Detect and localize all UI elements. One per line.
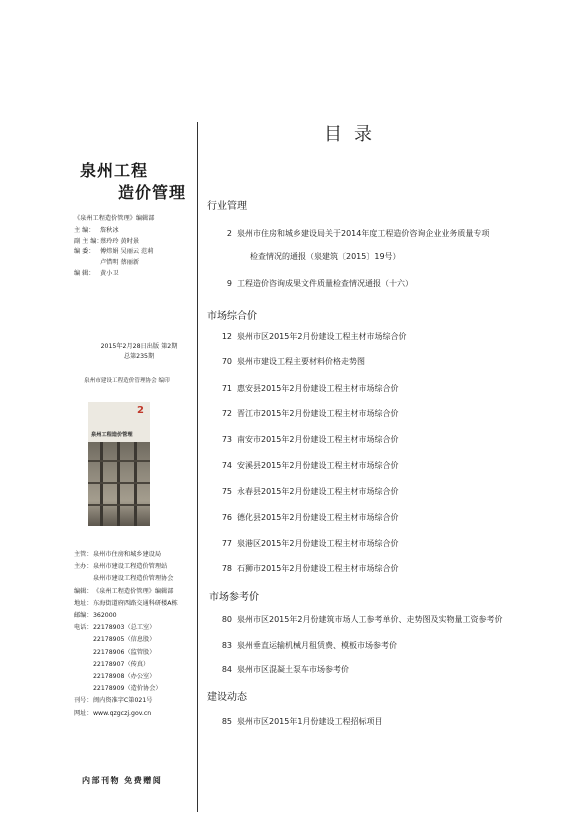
info-label: 主办： [74, 563, 93, 571]
toc-entry-page: 9 [226, 279, 232, 288]
toc-entry [212, 434, 572, 445]
editorial-heading: 《泉州工程造价管理》编辑部 [74, 215, 155, 222]
toc-entry-page: 76 [221, 513, 232, 522]
toc-entry-text: 泉州市区2015年2月份建筑市场人工参考单价、走势图及实物量工资参考价 [237, 615, 503, 624]
toc-entry-page: 80 [221, 615, 232, 624]
toc-title: 目录 [324, 124, 384, 145]
toc-entry [212, 383, 572, 394]
editorial-role: 编 辑： [74, 269, 95, 277]
cover-issue-number: 2 [137, 405, 144, 416]
info-label [74, 671, 93, 683]
toc-entry-page: 83 [221, 641, 232, 650]
info-value: 362000 [93, 612, 117, 620]
editorial-role: 主 编： [74, 226, 95, 234]
toc-entry [212, 331, 572, 342]
toc-entry [212, 640, 572, 651]
toc-entry-text: 泉州市区2015年1月份建设工程招标项目 [237, 717, 383, 726]
info-value: 22178903（总工室） [93, 624, 156, 632]
toc-entry-page: 78 [221, 564, 232, 573]
toc-entry-text: 晋江市2015年2月份建设工程主材市场综合价 [237, 409, 399, 418]
cover-photo-beam [88, 504, 150, 506]
column-divider [197, 122, 198, 812]
issue-date: 2015年2月28日出版 第2期 [100, 343, 178, 350]
issue-info [86, 342, 192, 362]
info-row [74, 708, 178, 720]
info-value: 泉州市建设工程造价管理站 [93, 563, 168, 571]
editorial-row [74, 258, 154, 269]
toc-entry-continuation: 检查情况的通报（泉建筑〔2015〕19号） [250, 252, 401, 261]
cover-photo-column [134, 442, 137, 526]
toc-entry [212, 664, 572, 675]
toc-entry-text: 泉州市建设工程主要材料价格走势图 [237, 357, 365, 366]
info-label [74, 659, 93, 671]
toc-entry-text: 工程造价咨询成果文件质量检查情况通报（十六） [237, 279, 413, 288]
toc-entry [212, 356, 572, 367]
info-row [74, 695, 178, 707]
toc-entry-page: 75 [221, 487, 232, 496]
info-value: 《泉州工程造价管理》编辑部 [93, 587, 174, 595]
info-value: 22178905（信息股） [93, 636, 156, 644]
toc-entry [212, 408, 572, 419]
info-row [74, 659, 178, 671]
editorial-role: 编 委： [74, 248, 95, 256]
editorial-names: 卢惜明 蔡丽新 [100, 259, 140, 267]
publisher-line: 泉州市建设工程造价管理协会 编印 [84, 378, 170, 384]
toc-entry-text: 南安市2015年2月份建设工程主材市场综合价 [237, 435, 399, 444]
info-label: 网址： [74, 709, 93, 717]
info-label: 电话： [74, 624, 93, 632]
toc-entry [212, 614, 572, 625]
journal-logo [80, 158, 190, 202]
info-label: 主管： [74, 551, 93, 558]
info-row [74, 671, 178, 683]
toc-entry-page: 84 [221, 665, 232, 674]
toc-entry [212, 512, 572, 523]
toc-entry-text: 泉州市区2015年2月份建设工程主材市场综合价 [237, 332, 407, 341]
toc-entry [212, 486, 572, 497]
toc-entry-text: 安溪县2015年2月份建设工程主材市场综合价 [237, 461, 399, 470]
info-row [74, 610, 178, 622]
info-value: www.qzgczj.gov.cn [93, 709, 152, 717]
toc-entry-text: 泉州垂直运输机械月租赁费、模板市场参考价 [237, 641, 397, 650]
info-label: 刊号： [74, 697, 93, 705]
toc-section-heading: 市场参考价 [209, 592, 259, 603]
info-row [74, 622, 178, 634]
info-label: 邮编： [74, 612, 93, 620]
info-value: 22178909（造价协会） [93, 685, 162, 693]
editorial-names: 黄小卫 [100, 269, 119, 277]
toc-entry [212, 563, 572, 574]
toc-entry [212, 460, 572, 471]
editorial-row [74, 237, 154, 248]
info-value: 22178907（传真） [93, 660, 150, 668]
logo-line-1: 泉州工程 [80, 161, 149, 180]
info-row [74, 549, 178, 561]
info-label [74, 634, 93, 646]
toc-entry [212, 278, 572, 289]
toc-entry-page: 71 [221, 384, 232, 393]
info-label: 地址： [74, 599, 93, 607]
cover-photo-column [117, 442, 120, 526]
toc-entry-text: 德化县2015年2月份建设工程主材市场综合价 [237, 513, 399, 522]
editorial-board [74, 214, 154, 280]
editorial-row [74, 269, 154, 280]
toc-entry-page: 12 [221, 332, 232, 341]
cover-photo-beam [88, 482, 150, 484]
toc-section-heading: 市场综合价 [207, 311, 257, 322]
toc-entry-page: 85 [221, 717, 232, 726]
toc-entry-text: 泉港区2015年2月份建设工程主材市场综合价 [237, 539, 399, 548]
info-label [74, 647, 93, 659]
editorial-names: 蔡玲玲 黄时景 [100, 237, 140, 245]
editorial-role [74, 258, 100, 269]
editorial-names: 詹秋冰 [100, 226, 119, 234]
publication-info [74, 549, 178, 720]
info-row [74, 573, 178, 585]
logo-line-2: 造价管理 [118, 183, 187, 202]
editorial-row [74, 226, 154, 237]
info-value: 泉州市住房和城乡建设局 [93, 551, 162, 558]
info-label [74, 573, 93, 585]
info-row [74, 647, 178, 659]
toc-entry [212, 716, 572, 727]
toc-section-heading: 行业管理 [207, 201, 247, 212]
cover-photo-beam [88, 460, 150, 462]
toc-entry-page: 73 [221, 435, 232, 444]
issue-total: 总第235期 [123, 353, 155, 360]
info-value: 闽内资准字C第021号 [93, 697, 153, 705]
toc-entry-text: 石狮市2015年2月份建设工程主材市场综合价 [237, 564, 399, 573]
toc-entry-page: 74 [221, 461, 232, 470]
toc-entry-text: 惠安县2015年2月份建设工程主材市场综合价 [237, 384, 399, 393]
cover-title: 泉州工程造价管理 [91, 432, 133, 438]
toc-entry-text: 永春县2015年2月份建设工程主材市场综合价 [237, 487, 399, 496]
toc-entry-text: 泉州市住房和城乡建设局关于2014年度工程造价咨询企业业务质量专项 [237, 229, 490, 238]
toc-entry-text: 泉州市区混凝土泵车市场参考价 [237, 665, 349, 674]
toc-entry-page: 2 [226, 229, 232, 238]
info-value: 东海街道府西路交通科研楼A栋 [93, 599, 178, 607]
info-row [74, 598, 178, 610]
distribution-motto: 内部刊物 免费赠阅 [82, 776, 163, 785]
editorial-row [74, 247, 154, 258]
info-row [74, 683, 178, 695]
info-label [74, 683, 93, 695]
info-row [74, 586, 178, 598]
toc-entry [212, 538, 572, 549]
info-row [74, 634, 178, 646]
info-label: 编辑： [74, 587, 93, 595]
info-value: 泉州市建设工程造价管理协会 [93, 575, 174, 583]
cover-thumbnail [88, 402, 150, 526]
info-value: 22178906（监管股） [93, 648, 156, 656]
info-value: 22178908（办公室） [93, 673, 156, 681]
toc-entry-page: 70 [221, 357, 232, 366]
info-row [74, 561, 178, 573]
toc-section-heading: 建设动态 [207, 692, 247, 703]
editorial-names: 傅炜娟 吴丽云 范莉 [100, 248, 154, 256]
toc-entry [212, 228, 572, 239]
toc-entry-page: 72 [221, 409, 232, 418]
cover-photo-column [100, 442, 103, 526]
toc-entry-page: 77 [221, 539, 232, 548]
editorial-role: 副 主 编： [74, 237, 103, 245]
